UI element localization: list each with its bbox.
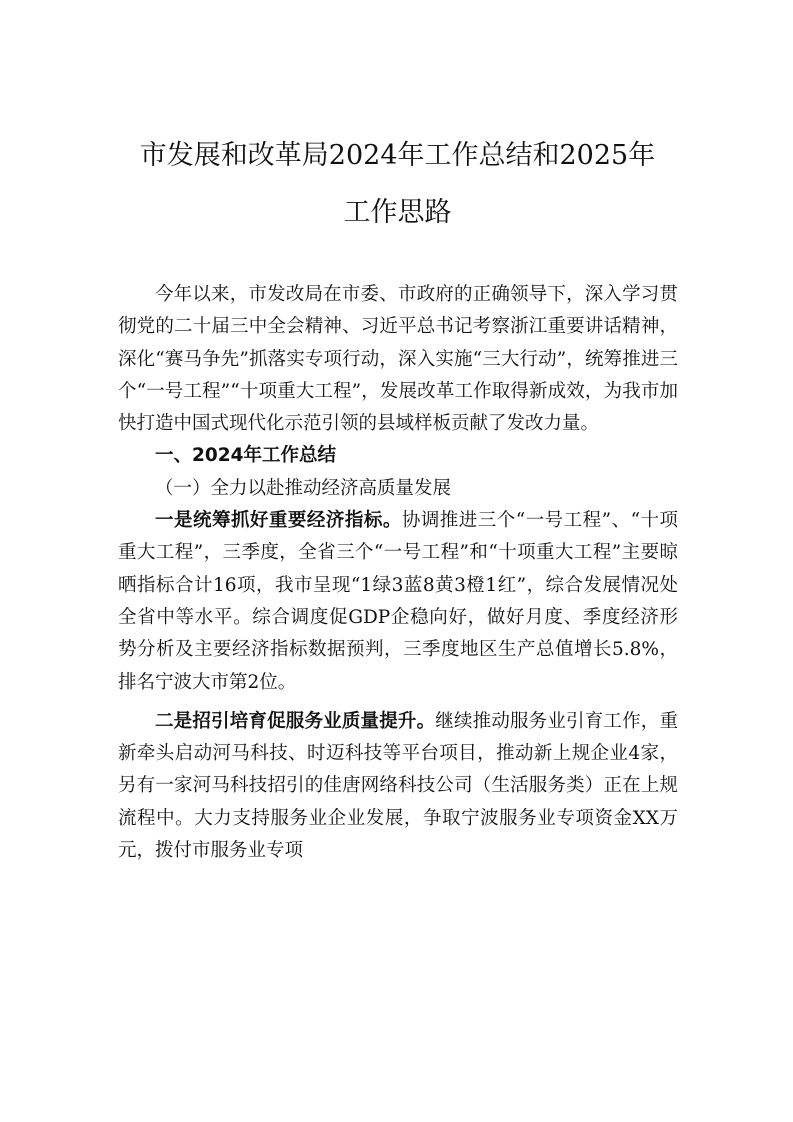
item-2-lead: 二是招引培育促服务业质量提升。	[155, 710, 436, 732]
intro-paragraph: 今年以来，市发改局在市委、市政府的正确领导下，深入学习贯彻党的二十届三中全会精神、习近平总书记考察浙江重要讲话精神，深化“赛马争先”抓落实专项行动，深入实施“三大行动”，统筹推进三个“一号工程”“十项重大工程”，发展改革工作取得新成效，为我市加快打造中国式现代化示范引领的县域样板贡献了发改力量。	[118, 284, 678, 435]
document-title-line-2: 工作思路	[343, 197, 452, 228]
paragraph-item-1	[118, 505, 678, 699]
document-body	[118, 279, 678, 867]
item-1-body: 协调推进三个“一号工程”、“十项重大工程”，三季度，全省三个“一号工程”和“十项重大工程”主要晾晒指标合计16项，我市呈现“1绿3蓝8黄3橙1红”，综合发展情况处全省中等水平。综合调度促GDP企稳向好，做好月度、季度经济形势分析及主要经济指标数据预判，三季度地区生产总值增长5.8%，排名宁波大市第2位。	[118, 510, 678, 693]
paragraph-item-2	[118, 706, 678, 867]
item-2-body: 继续推动服务业引育工作，重新牵头启动河马科技、时迈科技等平台项目，推动新上规企业4家，另有一家河马科技招引的佳唐网络科技公司（生活服务类）正在上规流程中。大力支持服务业企业发展，争取宁波服务业专项资金XX万元，拨付市服务业专项	[118, 710, 678, 862]
section-heading: 一、2024年工作总结	[155, 445, 336, 467]
document-title-line-1: 市发展和改革局2024年工作总结和2025年	[139, 140, 656, 171]
subsection-heading: （一）全力以赴推动经济高质量发展	[155, 477, 452, 499]
item-1-lead: 一是统筹抓好重要经济指标。	[155, 510, 402, 532]
